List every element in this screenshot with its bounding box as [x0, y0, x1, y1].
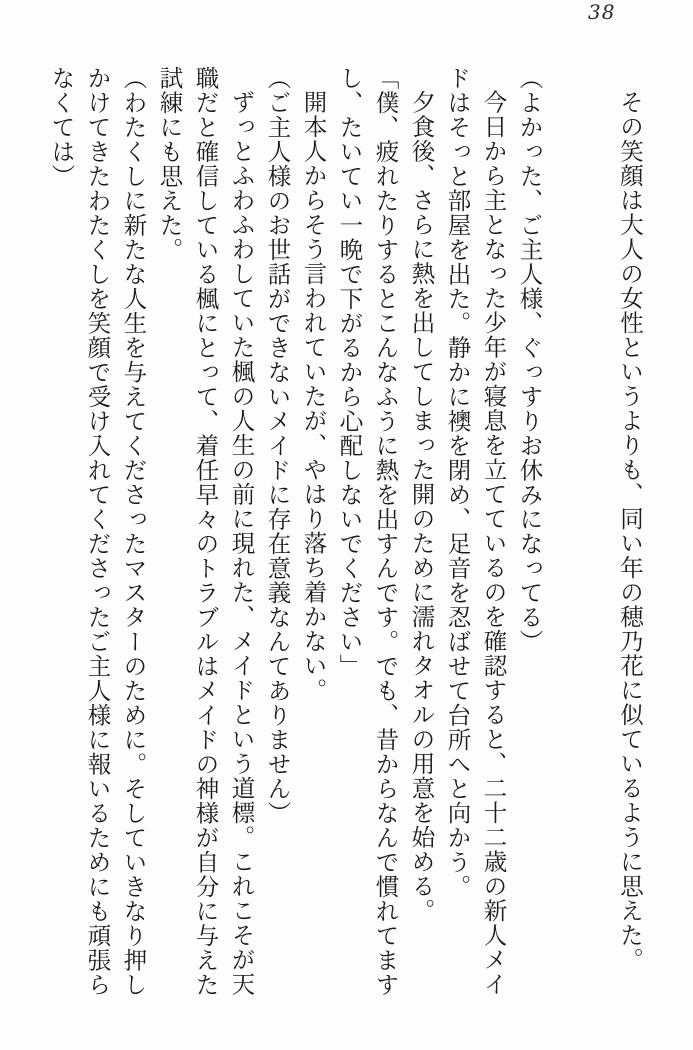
text-line-15: なくては） [47, 66, 76, 189]
text-line-5: 夕食後、さらに熱を出してしまった開のために濡れタオルの用意を始める。 [407, 89, 436, 923]
text-line-6: 「僕、疲れたりするとこんなふうに熱を出すんです。でも、昔からなんで慣れてます [371, 66, 400, 997]
text-line-13: （わたくしに新たな人生を与えてくださったマスターのために。そしていきなり押し [119, 66, 148, 997]
text-line-8: 開本人からそう言われていたが、やはり落ち着かない。 [299, 89, 328, 702]
text-line-4: ドはそっと部屋を出た。静かに襖を閉め、足音を忍ばせて台所へと向かう。 [443, 66, 472, 899]
text-line-10: ずっとふわふわしていた楓の人生の前に現れた、メイドという道標。これこそが天 [227, 89, 256, 996]
text-line-14: かけてきたわたくしを笑顔で受け入れてくださったご主人様に報いるためにも頑張ら [83, 66, 112, 997]
text-line-1: その笑顔は大人の女性というよりも、同い年の穂乃花に似ているように思えた。 [616, 89, 644, 972]
text-line-3: 今日から主となった少年が寝息を立てているのを確認すると、二十二歳の新人メイ [479, 89, 508, 996]
text-line-12: 試練にも思えた。 [155, 66, 184, 262]
text-line-7: し、たいてい一晩で下がるから心配しないでください」 [335, 66, 364, 679]
text-line-11: 職だと確信している楓にとって、着任早々のトラブルはメイドの神様が自分に与えた [191, 66, 220, 997]
page-number: 38 [588, 0, 616, 24]
text-line-2: （よかった、ご主人様、ぐっすりお休みになってる） [515, 66, 544, 654]
text-line-9: （ご主人様のお世話ができないメイドに存在意義なんてありません） [263, 66, 292, 826]
text-body [47, 66, 644, 1034]
